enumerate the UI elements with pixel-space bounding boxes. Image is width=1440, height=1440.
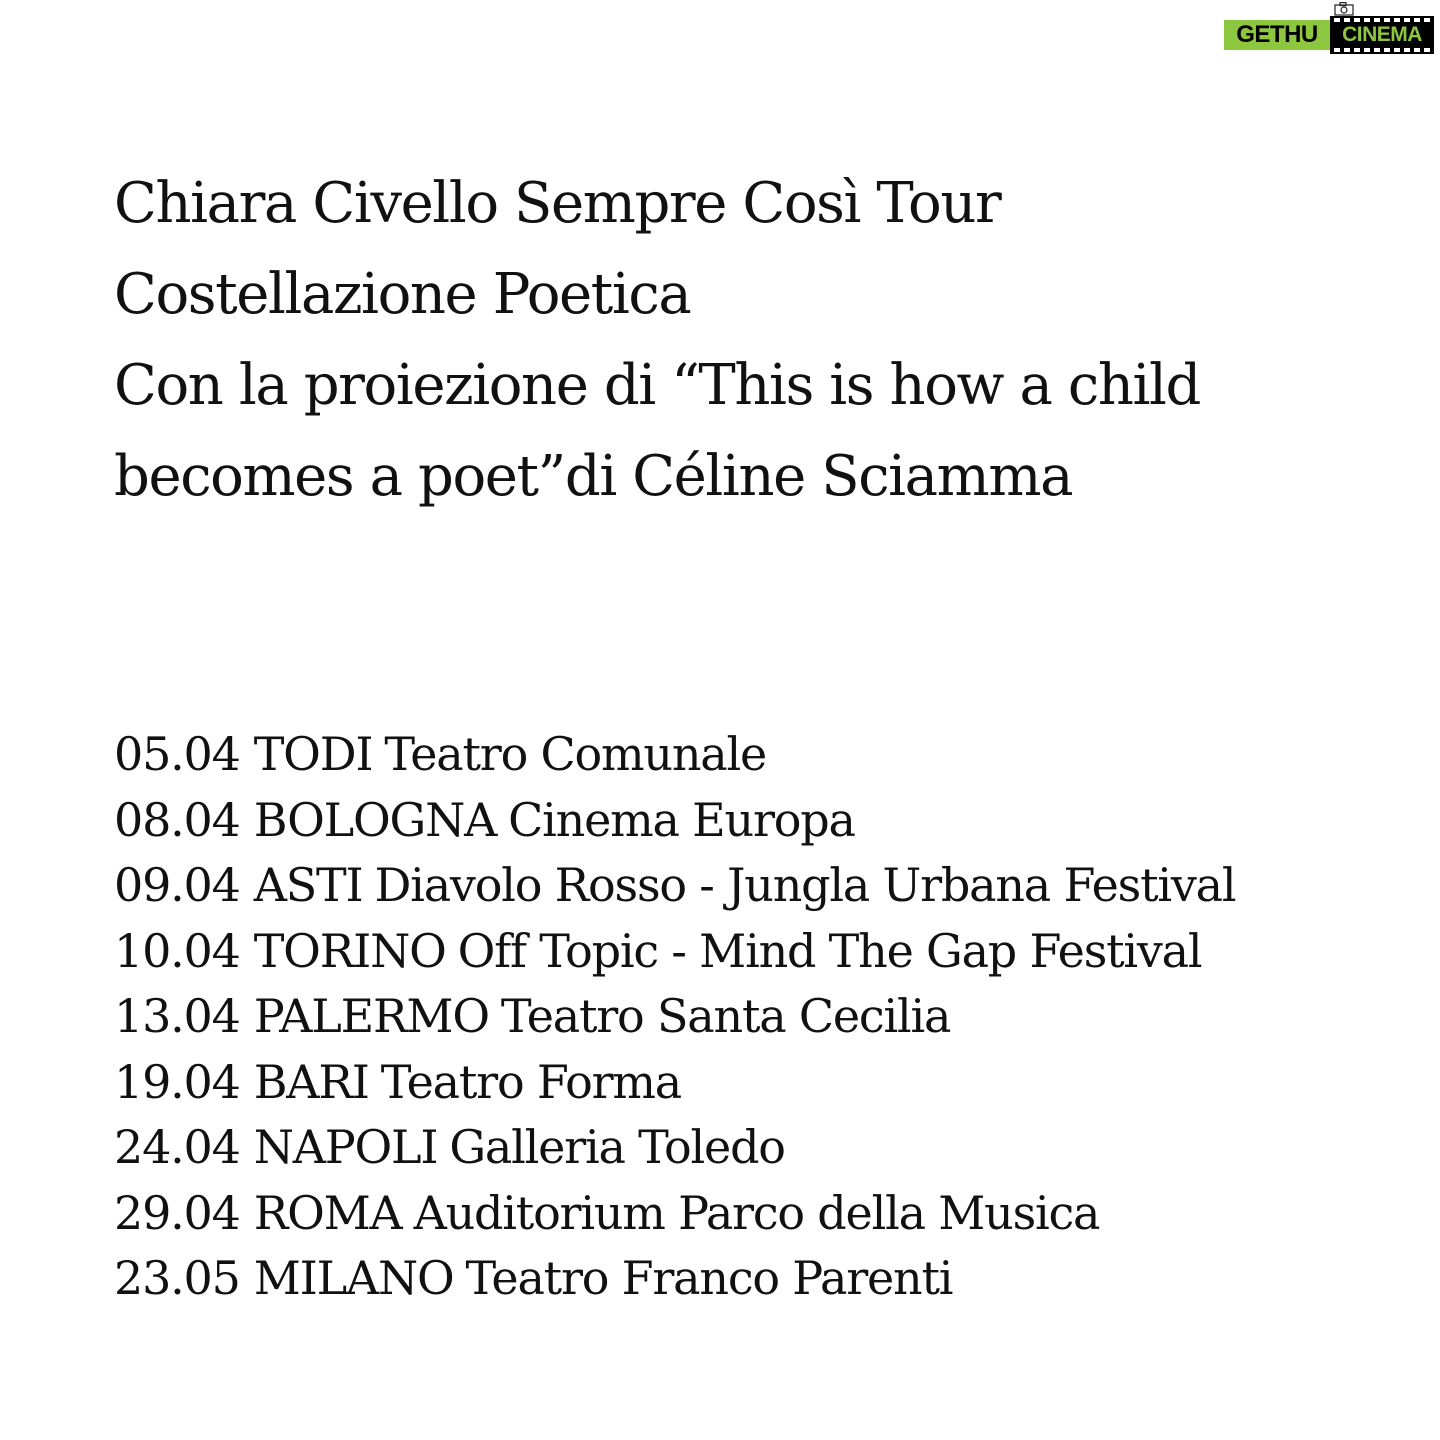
film-strip-icon — [1330, 16, 1434, 54]
gethucinema-watermark-logo — [1216, 2, 1438, 54]
tour-date-item — [114, 984, 1394, 1050]
watermark-cinema-text: CINEMA — [1342, 23, 1422, 46]
tour-date-item — [114, 1246, 1394, 1312]
headline-line: Chiara Civello Sempre Così Tour — [114, 171, 1001, 236]
tour-date-item — [114, 919, 1394, 985]
watermark-gethu-text: GETHU — [1224, 20, 1330, 50]
event-date: 10.04 — [114, 923, 240, 978]
event-date: 09.04 — [114, 858, 240, 912]
event-venue: Teatro Franco Parenti — [465, 1251, 953, 1305]
event-venue: Cinema Europa — [508, 792, 855, 847]
tour-headline — [114, 158, 1374, 522]
event-date: 05.04 — [114, 727, 240, 781]
event-venue: Auditorium Parco della Musica — [413, 1185, 1100, 1240]
event-city: TODI — [253, 727, 373, 781]
headline-line: Costellazione Poetica — [114, 262, 691, 327]
event-city: NAPOLI — [253, 1120, 438, 1174]
tour-date-item — [114, 853, 1394, 919]
tour-date-item — [114, 1050, 1394, 1116]
headline-line: becomes a poet”di Céline Sciamma — [114, 444, 1073, 509]
event-venue: Teatro Comunale — [384, 727, 767, 781]
event-venue: Galleria Toledo — [449, 1120, 785, 1174]
event-date: 24.04 — [114, 1120, 240, 1174]
event-venue: Off Topic - Mind The Gap Festival — [457, 923, 1202, 978]
event-city: PALERMO — [253, 989, 489, 1043]
event-city: ASTI — [253, 858, 363, 912]
event-city: TORINO — [253, 923, 446, 978]
tour-dates-list — [114, 722, 1394, 1312]
event-city: BOLOGNA — [253, 792, 497, 847]
event-venue: Teatro Santa Cecilia — [500, 989, 951, 1043]
tour-date-item — [114, 1115, 1394, 1181]
camera-icon — [1334, 2, 1354, 16]
event-city: ROMA — [253, 1185, 402, 1240]
event-date: 13.04 — [114, 989, 240, 1043]
event-date: 29.04 — [114, 1185, 240, 1240]
tour-date-item — [114, 1181, 1394, 1247]
event-venue: Diavolo Rosso - Jungla Urbana Festival — [374, 858, 1236, 912]
event-date: 19.04 — [114, 1054, 240, 1109]
headline-line: Con la proiezione di “This is how a child — [114, 353, 1200, 418]
event-venue: Teatro Forma — [380, 1054, 682, 1109]
event-date: 08.04 — [114, 792, 240, 847]
event-date: 23.05 — [114, 1251, 240, 1305]
tour-date-item — [114, 722, 1394, 788]
event-city: MILANO — [253, 1251, 454, 1305]
tour-date-item — [114, 788, 1394, 854]
event-city: BARI — [253, 1054, 369, 1109]
